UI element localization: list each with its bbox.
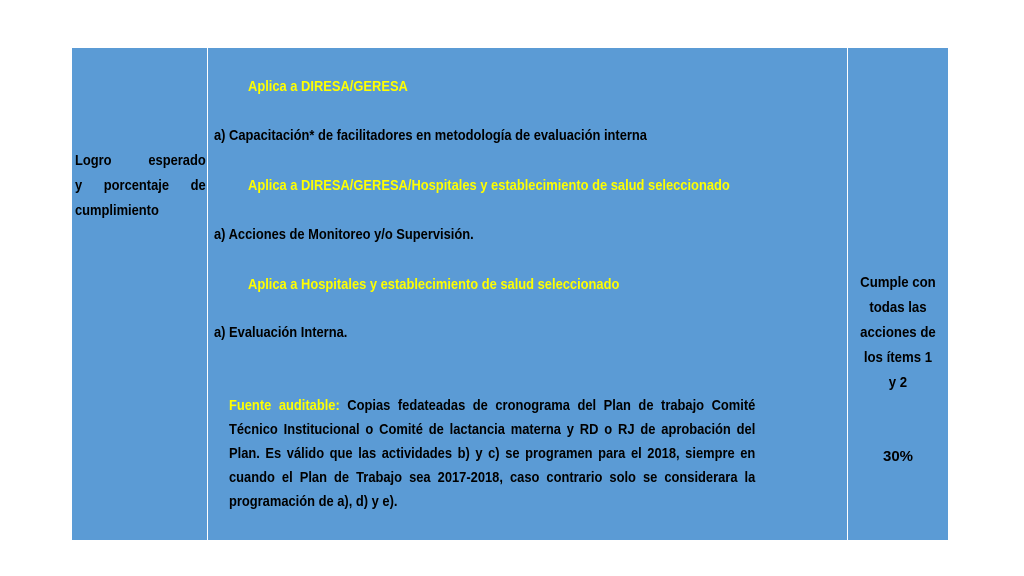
cumple-line-4: los ítems 1 <box>863 349 933 366</box>
logro-word: porcentaje <box>103 177 170 194</box>
logro-word: y <box>75 177 83 194</box>
logro-word: de <box>190 177 206 194</box>
logro-cell-text <box>75 148 206 223</box>
header-diresa: Aplica a DIRESA/GERESA <box>248 78 408 95</box>
cumple-line-5: y 2 <box>888 374 908 391</box>
header-hospitales: Aplica a Hospitales y establecimiento de salud seleccionado <box>248 276 620 293</box>
logro-word: esperado <box>148 152 206 169</box>
logro-line-3: cumplimiento <box>75 202 159 219</box>
cumple-line-1: Cumple con <box>860 274 936 291</box>
logro-word: Logro <box>75 152 112 169</box>
logro-line-1 <box>75 148 206 173</box>
cumple-line-3: acciones de <box>860 324 936 341</box>
fuente-text: Copias fedateadas de cronograma del Plan de trabajo Comité Técnico Institucional o Comité de lactancia materna y RD o RJ de aprobación del Plan. Es válido que las actividades b) y c) se programen para el 2018, siempre en cuando el Plan de Trabajo sea 2017-2018, caso contrario solo se considerara la programación de a), d) y e). <box>229 397 756 510</box>
percentage-value: 30% <box>882 448 914 465</box>
cumplimiento-cell <box>848 270 948 395</box>
fuente-label: Fuente auditable: <box>229 397 340 414</box>
criteria-table <box>72 48 948 540</box>
header-diresa-hospitales: Aplica a DIRESA/GERESA/Hospitales y establecimiento de salud seleccionado <box>248 177 730 194</box>
item-capacitacion: a) Capacitación* de facilitadores en metodología de evaluación interna <box>214 127 647 144</box>
logro-line-2 <box>75 173 206 198</box>
cumple-line-2: todas las <box>869 299 927 316</box>
item-monitoreo: a) Acciones de Monitoreo y/o Supervisión. <box>214 226 474 243</box>
item-evaluacion: a) Evaluación Interna. <box>214 324 348 341</box>
fuente-auditable-paragraph <box>229 394 755 514</box>
column-divider-left <box>207 48 208 540</box>
